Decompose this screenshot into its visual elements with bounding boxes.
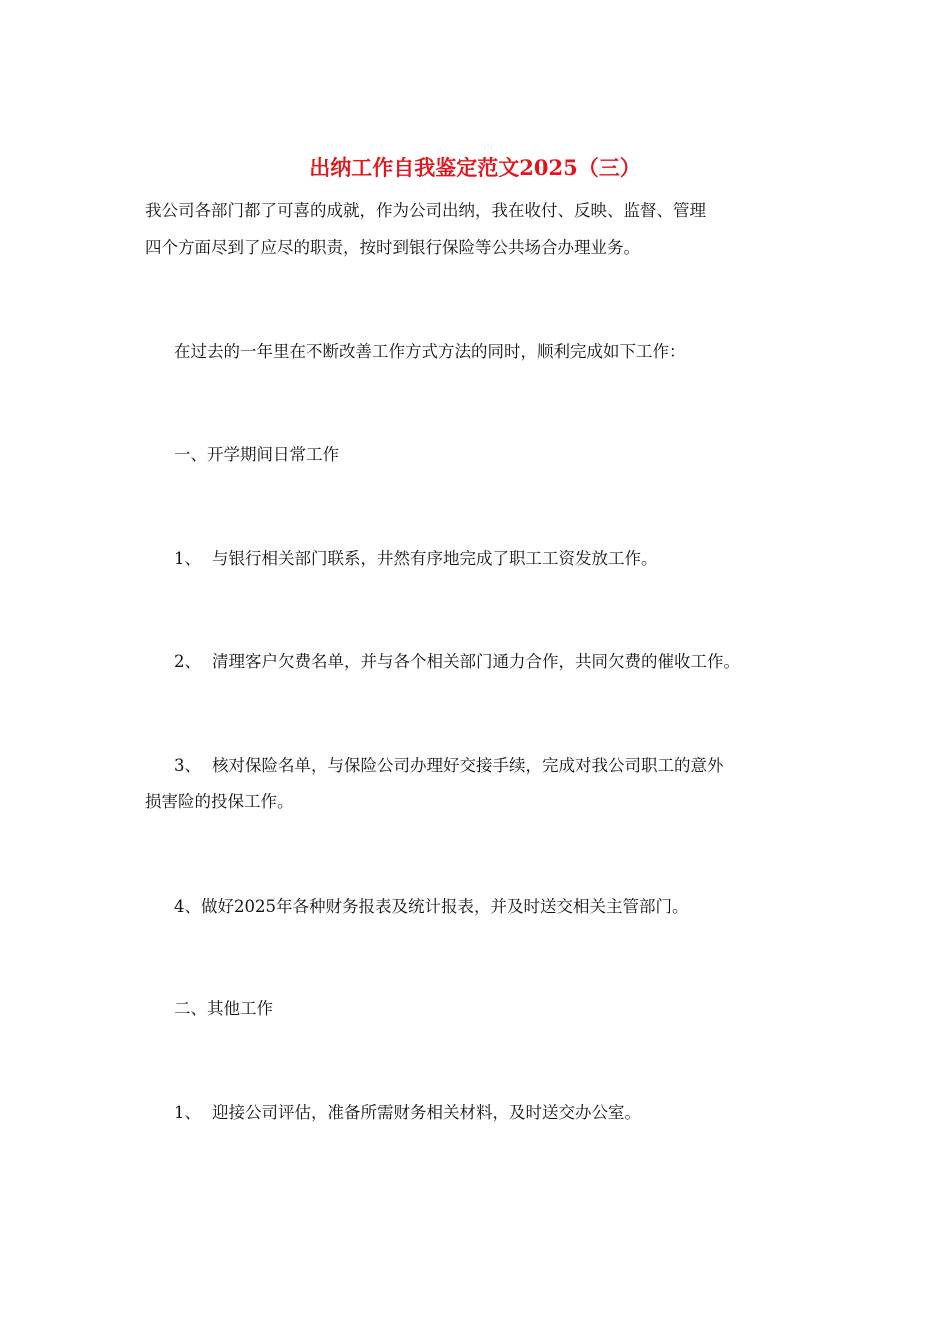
list-item <box>174 547 658 571</box>
intro-line-2: 四个方面尽到了应尽的职责，按时到银行保险等公共场合办理业务。 <box>145 238 640 257</box>
list-item <box>174 895 689 919</box>
list-item <box>174 1101 641 1125</box>
list-item-number: 1、 <box>174 1103 201 1122</box>
list-item-number: 1、 <box>174 549 201 568</box>
list-item <box>174 650 740 674</box>
list-item-text: 核对保险名单，与保险公司办理好交接手续，完成对我公司职工的意外 <box>212 756 724 775</box>
list-item-continuation: 损害险的投保工作。 <box>145 792 294 811</box>
document-title: 出纳工作自我鉴定范文2025（三） <box>309 155 641 180</box>
section-2-heading: 二、其他工作 <box>174 999 273 1018</box>
list-item-number: 2、 <box>174 652 201 671</box>
list-item <box>174 754 724 778</box>
list-item-number: 3、 <box>174 756 201 775</box>
list-item-text: 与银行相关部门联系，井然有序地完成了职工工资发放工作。 <box>212 549 658 568</box>
summary-paragraph: 在过去的一年里在不断改善工作方式方法的同时，顺利完成如下工作： <box>174 342 686 361</box>
list-item-text: 4、做好2025年各种财务报表及统计报表，并及时送交相关主管部门。 <box>174 897 689 916</box>
section-1-heading: 一、开学期间日常工作 <box>174 445 339 464</box>
list-item-text: 清理客户欠费名单，并与各个相关部门通力合作，共同欠费的催收工作。 <box>212 652 740 671</box>
intro-line-1: 我公司各部门都了可喜的成就，作为公司出纳，我在收付、反映、监督、管理 <box>145 201 706 220</box>
list-item-text: 迎接公司评估，准备所需财务相关材料，及时送交办公室。 <box>212 1103 641 1122</box>
